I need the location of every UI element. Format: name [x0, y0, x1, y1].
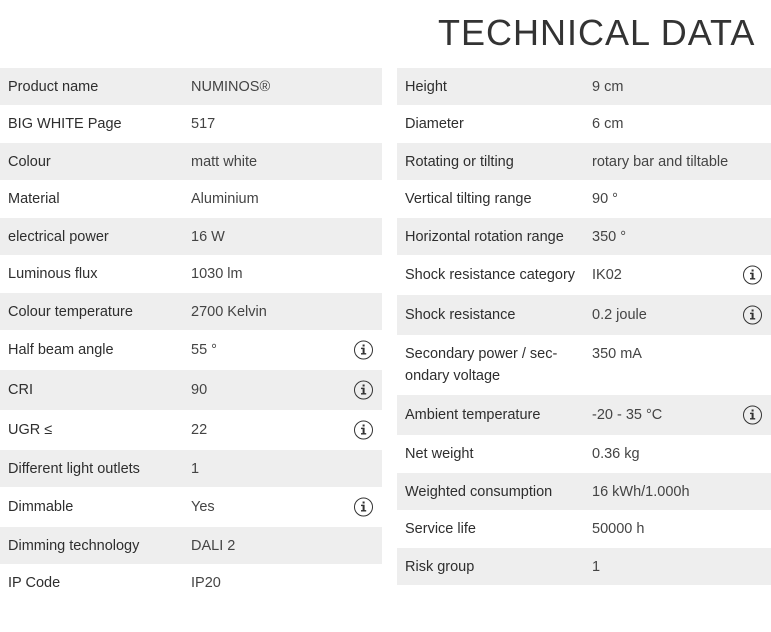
- row-value: 16 kWh/1.000h: [592, 483, 690, 500]
- row-label: Height: [405, 78, 447, 95]
- info-icon[interactable]: [743, 306, 762, 325]
- row-label: Different light outlets: [8, 460, 140, 477]
- table-row: [0, 68, 382, 105]
- table-row: [397, 548, 771, 585]
- row-value: NUMINOS®: [191, 78, 271, 95]
- table-row: [0, 293, 382, 330]
- table-row: [397, 255, 771, 295]
- info-icon[interactable]: [354, 498, 373, 517]
- row-value: IK02: [592, 267, 622, 283]
- row-value: 55 °: [191, 342, 217, 358]
- table-row: [0, 487, 382, 527]
- row-label: Half beam angle: [8, 342, 114, 358]
- table-row: [0, 330, 382, 370]
- row-label: CRI: [8, 382, 33, 398]
- row-label: IP Code: [8, 575, 61, 591]
- row-value: 50000 h: [592, 521, 645, 537]
- table-row: [0, 527, 382, 564]
- row-label: Shock resistance: [405, 307, 516, 323]
- info-icon[interactable]: [743, 266, 762, 285]
- table-row: [0, 564, 382, 602]
- row-label: Service life: [405, 521, 476, 537]
- row-label: Weighted consumption: [405, 483, 553, 500]
- row-label: Net weight: [405, 446, 474, 462]
- info-icon[interactable]: [354, 421, 373, 440]
- row-value: 0.36 kg: [592, 446, 640, 462]
- row-value: 22: [191, 422, 208, 438]
- row-label: Rotating or tilting: [405, 153, 514, 170]
- row-value: 6 cm: [592, 116, 624, 132]
- row-label: Dimming technology: [8, 537, 140, 554]
- table-row: [397, 510, 771, 548]
- row-label: BIG WHITE Page: [8, 116, 122, 132]
- table-row: [397, 68, 771, 105]
- row-value: 1: [592, 558, 601, 575]
- row-value: 2700 Kelvin: [191, 303, 267, 320]
- row-label: Vertical tilting range: [405, 191, 532, 207]
- table-row: [397, 395, 771, 435]
- info-icon[interactable]: [743, 406, 762, 425]
- row-label-line: Secondary power / sec-: [405, 346, 558, 362]
- row-value: 9 cm: [592, 78, 624, 95]
- row-value: 1: [191, 460, 200, 477]
- row-value: Yes: [191, 499, 215, 515]
- table-row: [0, 180, 382, 218]
- row-value: -20 - 35 °C: [592, 407, 663, 423]
- row-label: Shock resistance category: [405, 267, 576, 283]
- table-row: [397, 473, 771, 510]
- row-value: 350 °: [592, 228, 627, 245]
- table-row: [397, 435, 771, 473]
- table-row: [397, 143, 771, 180]
- table-row: [397, 295, 771, 335]
- row-label: Material: [8, 191, 60, 207]
- page-title: TECHNICAL DATA: [438, 12, 756, 53]
- row-value: 1030 lm: [191, 266, 243, 282]
- table-row: [0, 410, 382, 450]
- row-value: 90 °: [592, 191, 618, 207]
- row-label: Product name: [8, 78, 99, 95]
- table-row: [397, 335, 771, 395]
- row-value: 350 mA: [592, 346, 642, 362]
- row-label: Luminous flux: [8, 266, 98, 282]
- table-row: [0, 255, 382, 293]
- row-value: 0.2 joule: [592, 307, 647, 323]
- row-label: Colour: [8, 153, 51, 170]
- row-value: 16 W: [191, 228, 225, 245]
- info-icon[interactable]: [354, 381, 373, 400]
- row-label: electrical power: [8, 228, 109, 245]
- row-label: Risk group: [405, 558, 475, 575]
- row-label: Ambient temperature: [405, 407, 541, 423]
- technical-data-table-left: [0, 68, 382, 602]
- row-value: DALI 2: [191, 537, 236, 554]
- row-value: 90: [191, 382, 208, 398]
- row-value: 517: [191, 116, 216, 132]
- table-row: [0, 450, 382, 487]
- row-value: matt white: [191, 153, 258, 170]
- table-row: [0, 105, 382, 143]
- table-row: [0, 218, 382, 255]
- technical-data-table-right: [397, 68, 771, 585]
- row-label: UGR ≤: [8, 422, 53, 438]
- row-label: Diameter: [405, 116, 464, 132]
- row-value: Aluminium: [191, 191, 259, 207]
- row-label-line: ondary voltage: [405, 368, 501, 384]
- table-row: [397, 105, 771, 143]
- info-icon[interactable]: [354, 341, 373, 360]
- table-row: [397, 180, 771, 218]
- row-value: rotary bar and tiltable: [592, 153, 729, 170]
- row-label: Horizontal rotation range: [405, 228, 564, 245]
- row-label: Dimmable: [8, 499, 74, 515]
- row-label: [397, 343, 592, 387]
- table-row: [0, 143, 382, 180]
- row-value: IP20: [191, 575, 221, 591]
- row-label: Colour temperature: [8, 303, 133, 320]
- table-row: [0, 370, 382, 410]
- table-row: [397, 218, 771, 255]
